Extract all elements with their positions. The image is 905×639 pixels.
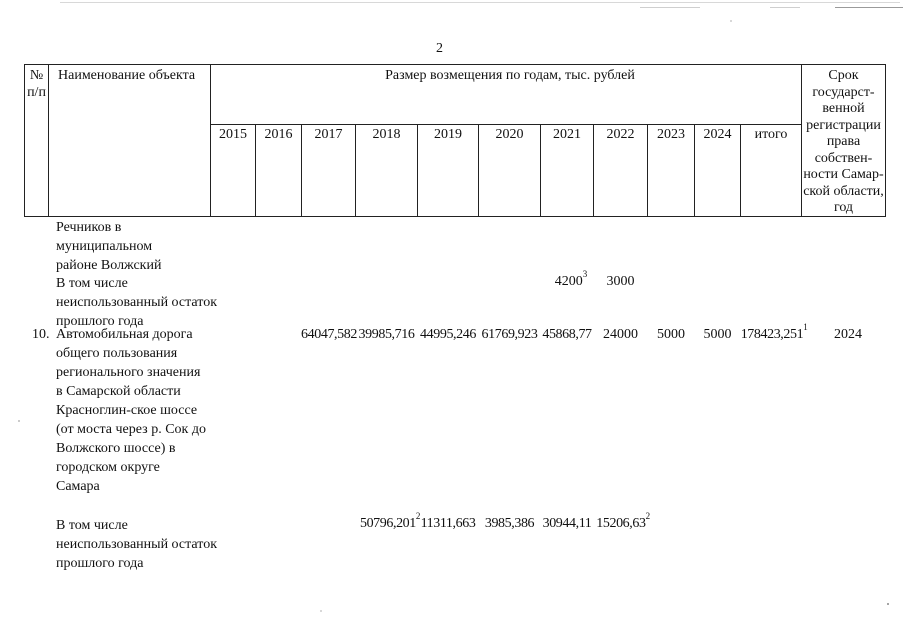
value-2022: 24000 (603, 327, 638, 342)
header-year: 2022 (606, 127, 635, 142)
table-header (0, 0, 905, 218)
scan-speck (320, 610, 322, 612)
header-no: № п/п (27, 68, 46, 100)
row-name: В том числе неиспользованный остаток прошлого года (56, 276, 217, 329)
header-year: 2017 (314, 127, 343, 142)
value-2020: 3985,386 (484, 516, 535, 531)
header-year: 2018 (372, 127, 401, 142)
value-2019: 44995,246 (420, 327, 476, 342)
header-year: 2020 (495, 127, 524, 142)
col-border (885, 64, 886, 217)
value-2024: 5000 (703, 327, 732, 342)
years-row-border (210, 124, 801, 125)
header-year: 2021 (553, 127, 581, 142)
value-2018: 39985,716 (358, 327, 415, 342)
value-deadline: 2024 (834, 327, 862, 342)
header-year: 2019 (434, 127, 462, 142)
header-name: Наименование объекта (58, 68, 196, 83)
header-year: 2015 (219, 127, 247, 142)
header-amount: Размер возмещения по годам, тыс. рублей (385, 68, 635, 83)
scan-speck (887, 603, 889, 605)
scan-speck (18, 420, 20, 422)
header-top-border (24, 64, 885, 65)
header-bottom-border (24, 216, 885, 217)
value-2021: 30944,11 (542, 516, 592, 531)
value-2022: 3000 (606, 274, 635, 289)
value-2021: 45868,77 (542, 327, 592, 342)
row-name: В том числе неиспользованный остаток прошлого года (56, 518, 217, 571)
value-total: 178423,251$^1$ (740, 322, 808, 342)
header-year: 2023 (657, 127, 685, 142)
row-name: Речников в муниципальном районе Волжский (56, 220, 162, 273)
header-deadline: Срок государст-венной регистрации права собствен-ности Самар-ской области, год (803, 68, 884, 215)
header-total: итого (754, 127, 788, 142)
page-number: 2 (436, 41, 443, 56)
value-2021: 4200$^3$ (554, 269, 588, 289)
value-2020: 61769,923 (481, 327, 538, 342)
header-year: 2024 (703, 127, 732, 142)
value-2019: 11311,663 (420, 516, 476, 531)
row-name: Автомобильная дорога общего пользования регионального значения в Самарской области Красноглин-ское шоссе (от моста через р. Сок до Волжского шоссе) в городском округе Самара (56, 327, 206, 494)
row-number: 10. (32, 327, 50, 342)
col-border (48, 64, 49, 217)
scan-speck (730, 20, 732, 22)
value-2023: 5000 (657, 327, 685, 342)
value-2017: 64047,582 (301, 327, 357, 342)
header-year: 2016 (264, 127, 293, 142)
value-2022: 15206,63$^2$ (596, 511, 650, 531)
value-2018: 50796,201$^2$ (359, 511, 420, 531)
